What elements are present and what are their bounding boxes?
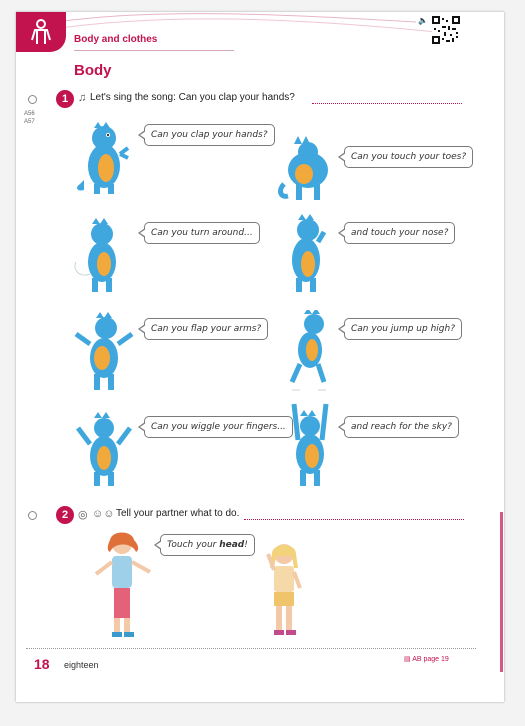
exercise-instruction: Tell your partner what to do. xyxy=(116,508,240,519)
instruction-dots xyxy=(312,103,462,104)
dragon-illustration xyxy=(278,212,342,296)
pair-icon: ☺☺ xyxy=(92,508,115,520)
music-note-icon: ♫ xyxy=(78,92,87,104)
audio-codes xyxy=(24,110,35,126)
speech-bubble: Can you flap your arms? xyxy=(144,318,268,340)
speech-bubble: Can you wiggle your fingers... xyxy=(144,416,293,438)
dragon-illustration xyxy=(274,130,338,208)
bullet-icon xyxy=(28,511,37,520)
instruction-dots xyxy=(244,519,464,520)
side-accent-bar xyxy=(500,512,503,672)
dragon-illustration xyxy=(278,400,342,490)
bubble-text: ! xyxy=(244,540,248,550)
speech-bubble: Can you turn around... xyxy=(144,222,260,244)
girl-illustration xyxy=(92,530,154,640)
girl-illustration xyxy=(260,542,310,642)
page-number: 18 xyxy=(34,656,50,672)
exercise-2-row xyxy=(22,506,482,524)
ab-ref-text: AB page 19 xyxy=(412,656,449,663)
dragon-illustration xyxy=(70,214,134,296)
activity-book-reference[interactable] xyxy=(404,655,449,663)
exercise-number: 1 xyxy=(56,90,74,108)
dragon-illustration xyxy=(278,310,342,396)
speech-bubble: Can you jump up high? xyxy=(344,318,462,340)
speech-bubble: and touch your nose? xyxy=(344,222,455,244)
chapter-title: Body and clothes xyxy=(74,34,158,45)
chapter-underline xyxy=(74,50,234,51)
speech-bubble: Can you clap your hands? xyxy=(144,124,275,146)
dragon-illustration xyxy=(72,408,136,490)
bullet-icon xyxy=(28,95,37,104)
speech-bubble: Can you touch your toes? xyxy=(344,146,473,168)
textbook-page xyxy=(16,12,504,702)
footer-divider xyxy=(26,648,476,649)
speech-bubble-touch-head xyxy=(160,534,255,556)
audio-code: A56 xyxy=(24,111,35,117)
exercise-instruction: Let's sing the song: Can you clap your hands? xyxy=(90,92,295,103)
qr-code[interactable] xyxy=(432,16,460,44)
exercise-number: 2 xyxy=(56,506,74,524)
dragon-illustration xyxy=(70,120,134,198)
book-icon: ▤ xyxy=(404,656,411,663)
speech-bubble: and reach for the sky? xyxy=(344,416,459,438)
exercise-1-row xyxy=(22,90,482,108)
speech-icon: ◎ xyxy=(78,509,88,521)
bubble-bold-text: head xyxy=(219,540,245,550)
section-heading: Body xyxy=(74,62,112,79)
audio-code: A57 xyxy=(24,119,35,125)
dragon-illustration xyxy=(72,312,136,394)
page-number-word: eighteen xyxy=(64,660,99,670)
bubble-text: Touch your xyxy=(167,540,220,550)
speaker-icon[interactable]: 🔈 xyxy=(418,16,428,25)
chapter-tab xyxy=(16,12,66,52)
person-icon xyxy=(27,18,55,46)
